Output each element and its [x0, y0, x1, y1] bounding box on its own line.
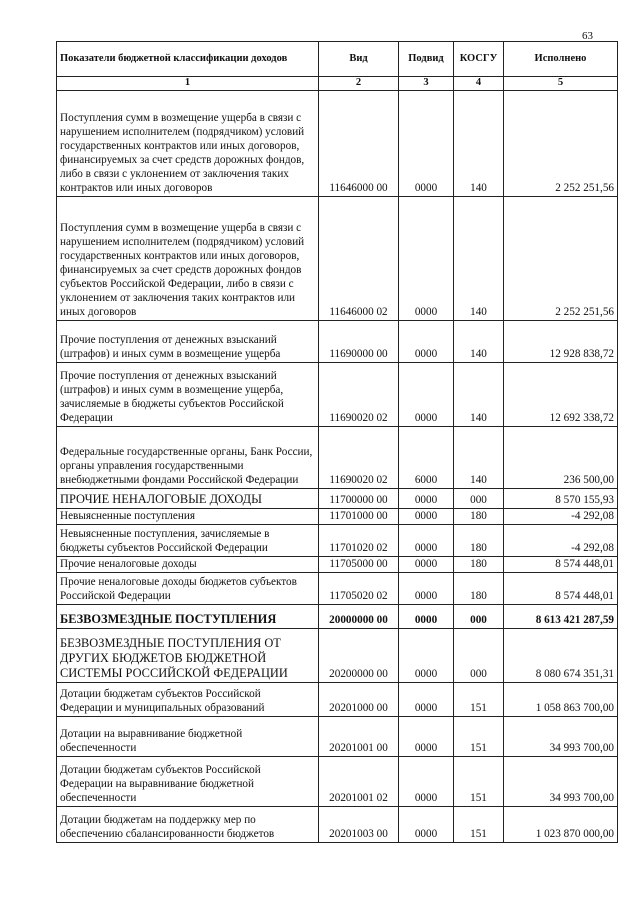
row-name: Невыясненные поступления, зачисляемые в бюджеты субъектов Российской Федерации [57, 525, 319, 557]
row-kosgu: 000 [454, 629, 504, 683]
row-name: Федеральные государственные органы, Банк России, органы управления государственными внебюджетными фондами Российской Федерации [57, 427, 319, 489]
row-vid: 11701000 00 [319, 509, 399, 525]
table-row [57, 197, 618, 321]
table-row [57, 807, 618, 843]
table-row [57, 717, 618, 757]
column-number-row [57, 77, 618, 91]
row-podvid: 0000 [399, 525, 454, 557]
row-kosgu: 140 [454, 321, 504, 363]
table-row [57, 489, 618, 509]
row-podvid: 0000 [399, 605, 454, 629]
row-kosgu: 180 [454, 525, 504, 557]
row-value: 1 058 863 700,00 [504, 683, 618, 717]
row-name: Дотации бюджетам субъектов Российской Федерации на выравнивание бюджетной обеспеченности [57, 757, 319, 807]
row-name: Прочие поступления от денежных взысканий (штрафов) и иных сумм в возмещение ущерба, зачисляемые в бюджеты субъектов Российской Федерации [57, 363, 319, 427]
row-value: 12 692 338,72 [504, 363, 618, 427]
row-name: Дотации на выравнивание бюджетной обеспеченности [57, 717, 319, 757]
table-row [57, 605, 618, 629]
row-podvid: 0000 [399, 363, 454, 427]
row-kosgu: 140 [454, 363, 504, 427]
column-number: 4 [454, 77, 504, 91]
row-kosgu: 140 [454, 91, 504, 197]
row-name: БЕЗВОЗМЕЗДНЫЕ ПОСТУПЛЕНИЯ [57, 605, 319, 629]
budget-revenue-table [56, 41, 618, 843]
column-number: 2 [319, 77, 399, 91]
row-podvid: 0000 [399, 509, 454, 525]
header-podvid: Подвид [399, 42, 454, 77]
row-kosgu: 000 [454, 489, 504, 509]
row-vid: 11690020 02 [319, 363, 399, 427]
row-podvid: 0000 [399, 807, 454, 843]
row-vid: 11705020 02 [319, 573, 399, 605]
header-name: Показатели бюджетной классификации доходов [57, 42, 319, 77]
row-value: 1 023 870 000,00 [504, 807, 618, 843]
row-kosgu: 151 [454, 757, 504, 807]
table-row [57, 321, 618, 363]
table-row [57, 629, 618, 683]
row-value: 2 252 251,56 [504, 197, 618, 321]
row-podvid: 0000 [399, 629, 454, 683]
row-kosgu: 151 [454, 683, 504, 717]
row-podvid: 0000 [399, 557, 454, 573]
table-row [57, 363, 618, 427]
row-vid: 11705000 00 [319, 557, 399, 573]
row-vid: 11690000 00 [319, 321, 399, 363]
row-kosgu: 140 [454, 427, 504, 489]
row-vid: 20201001 00 [319, 717, 399, 757]
row-podvid: 6000 [399, 427, 454, 489]
column-number: 1 [57, 77, 319, 91]
row-name: Прочие неналоговые доходы бюджетов субъектов Российской Федерации [57, 573, 319, 605]
table-row [57, 427, 618, 489]
row-podvid: 0000 [399, 91, 454, 197]
row-vid: 11701020 02 [319, 525, 399, 557]
row-podvid: 0000 [399, 197, 454, 321]
table-row [57, 525, 618, 557]
row-value: 8 574 448,01 [504, 573, 618, 605]
row-vid: 20201003 00 [319, 807, 399, 843]
row-value: -4 292,08 [504, 509, 618, 525]
header-vid: Вид [319, 42, 399, 77]
table-row [57, 757, 618, 807]
row-kosgu: 151 [454, 717, 504, 757]
row-vid: 11700000 00 [319, 489, 399, 509]
row-value: 8 613 421 287,59 [504, 605, 618, 629]
table-row [57, 91, 618, 197]
row-value: 8 574 448,01 [504, 557, 618, 573]
row-vid: 11646000 02 [319, 197, 399, 321]
row-vid: 20000000 00 [319, 605, 399, 629]
row-podvid: 0000 [399, 717, 454, 757]
row-value: 8 570 155,93 [504, 489, 618, 509]
header-row [57, 42, 618, 77]
page-number: 63 [582, 30, 593, 42]
row-value: 236 500,00 [504, 427, 618, 489]
row-name: Дотации бюджетам субъектов Российской Федерации и муниципальных образований [57, 683, 319, 717]
row-kosgu: 151 [454, 807, 504, 843]
header-done: Исполнено [504, 42, 618, 77]
row-name: Поступления сумм в возмещение ущерба в связи с нарушением исполнителем (подрядчиком) условий государственных контрактов или иных договоров, финансируемых за счет средств дорожных фондов, либо в связи с уклонением от заключения таких контрактов или иных договоров [57, 91, 319, 197]
row-name: Невыясненные поступления [57, 509, 319, 525]
row-vid: 11646000 00 [319, 91, 399, 197]
table-row [57, 683, 618, 717]
row-kosgu: 000 [454, 605, 504, 629]
table-row [57, 557, 618, 573]
row-value: 34 993 700,00 [504, 717, 618, 757]
row-kosgu: 140 [454, 197, 504, 321]
row-name: Прочие неналоговые доходы [57, 557, 319, 573]
row-vid: 20200000 00 [319, 629, 399, 683]
row-podvid: 0000 [399, 683, 454, 717]
row-value: 34 993 700,00 [504, 757, 618, 807]
row-vid: 11690020 02 [319, 427, 399, 489]
row-kosgu: 180 [454, 573, 504, 605]
row-vid: 20201001 02 [319, 757, 399, 807]
row-name: БЕЗВОЗМЕЗДНЫЕ ПОСТУПЛЕНИЯ ОТ ДРУГИХ БЮДЖЕТОВ БЮДЖЕТНОЙ СИСТЕМЫ РОССИЙСКОЙ ФЕДЕРАЦИИ [57, 629, 319, 683]
row-value: 2 252 251,56 [504, 91, 618, 197]
row-kosgu: 180 [454, 509, 504, 525]
row-podvid: 0000 [399, 489, 454, 509]
row-name: Поступления сумм в возмещение ущерба в связи с нарушением исполнителем (подрядчиком) условий государственных контрактов или иных договоров, финансируемых за счет средств дорожных фондов субъектов Российской Федерации, либо в связи с уклонением от заключения таких контрактов или иных договоров [57, 197, 319, 321]
row-podvid: 0000 [399, 573, 454, 605]
table-row [57, 573, 618, 605]
row-kosgu: 180 [454, 557, 504, 573]
row-value: 8 080 674 351,31 [504, 629, 618, 683]
table-row [57, 509, 618, 525]
row-name: Прочие поступления от денежных взысканий (штрафов) и иных сумм в возмещение ущерба [57, 321, 319, 363]
row-vid: 20201000 00 [319, 683, 399, 717]
row-podvid: 0000 [399, 321, 454, 363]
column-number: 3 [399, 77, 454, 91]
header-kosgu: КОСГУ [454, 42, 504, 77]
row-name: ПРОЧИЕ НЕНАЛОГОВЫЕ ДОХОДЫ [57, 489, 319, 509]
column-number: 5 [504, 77, 618, 91]
row-name: Дотации бюджетам на поддержку мер по обеспечению сбалансированности бюджетов [57, 807, 319, 843]
row-podvid: 0000 [399, 757, 454, 807]
row-value: -4 292,08 [504, 525, 618, 557]
row-value: 12 928 838,72 [504, 321, 618, 363]
